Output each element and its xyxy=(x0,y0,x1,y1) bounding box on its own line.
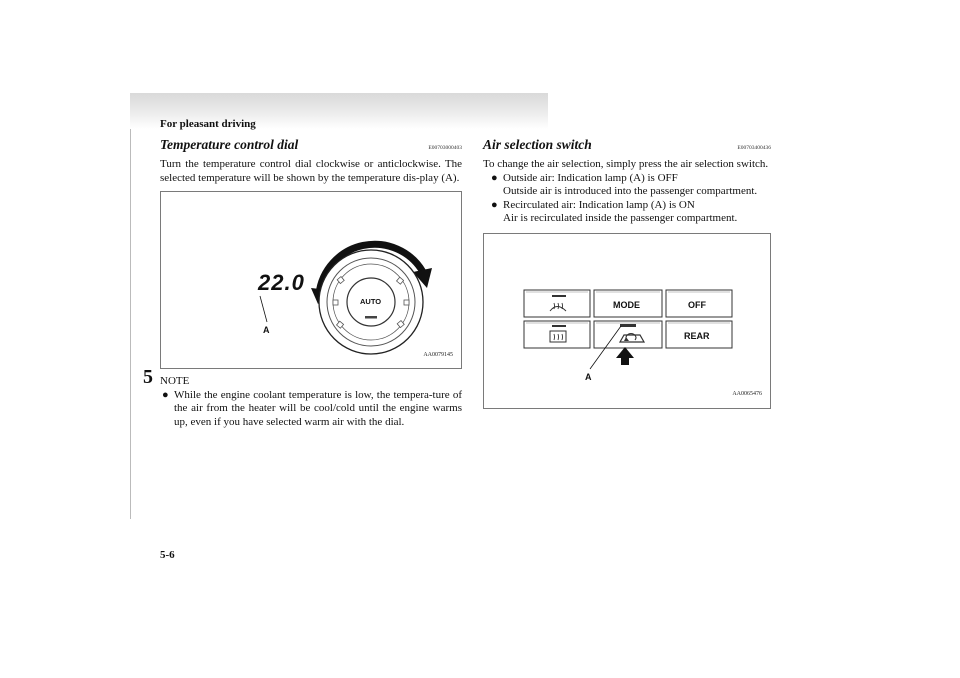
air-selection-section xyxy=(483,138,771,409)
temperature-dial-illustration xyxy=(161,192,461,368)
bullet-icon: ● xyxy=(491,171,498,184)
temperature-dial-section xyxy=(160,138,462,429)
callout-label: A xyxy=(585,371,592,382)
page-number: 5-6 xyxy=(160,549,175,561)
air-selection-paragraph: To change the air selection, simply press the air selection switch. xyxy=(483,158,769,170)
list-item-title: Recirculated air: Indication lamp (A) is ON xyxy=(503,198,695,211)
rear-label: REAR xyxy=(684,330,710,341)
temperature-dial-figure xyxy=(160,191,462,369)
list-item-outside-air xyxy=(483,172,771,199)
heading-row xyxy=(160,138,462,157)
air-selection-figure xyxy=(483,233,771,409)
list-item-detail: Outside air is introduced into the passenger compartment. xyxy=(503,185,758,197)
callout-line xyxy=(260,296,267,322)
section-code: E00703000403 xyxy=(428,145,462,151)
list-item-title: Outside air: Indication lamp (A) is OFF xyxy=(503,171,678,184)
callout-label: A xyxy=(263,325,270,335)
temperature-dial-paragraph: Turn the temperature control dial clockwise or anticlockwise. The selected temperature will be shown by the temperature dis-play (A). xyxy=(160,158,462,184)
push-arrow-icon xyxy=(616,347,634,365)
auto-label: AUTO xyxy=(360,297,382,306)
control-panel-illustration xyxy=(484,234,770,408)
bullet-icon: ● xyxy=(491,198,498,211)
section-header: For pleasant driving xyxy=(160,118,256,130)
auto-indicator xyxy=(365,316,377,319)
air-selection-heading: Air selection switch xyxy=(483,137,592,152)
heading-row xyxy=(483,138,771,157)
note-title: NOTE xyxy=(160,375,190,387)
front-defroster-button xyxy=(524,290,590,317)
section-code: E00703400436 xyxy=(737,145,771,151)
chapter-tab: 5 xyxy=(143,366,153,388)
list-item-recirculated-air xyxy=(483,199,771,226)
note-bullet xyxy=(160,389,462,430)
bullet-icon: ● xyxy=(162,388,169,401)
figure-id: AA0065476 xyxy=(732,391,762,397)
mode-label: MODE xyxy=(613,299,640,310)
temperature-dial-heading: Temperature control dial xyxy=(160,137,299,152)
temperature-display: 22.0 xyxy=(258,270,305,295)
list-item-detail: Air is recirculated inside the passenger compartment. xyxy=(503,212,738,224)
side-rule xyxy=(130,129,131,519)
figure-id: AA0079145 xyxy=(423,351,453,358)
off-label: OFF xyxy=(688,299,706,310)
indication-lamp xyxy=(620,324,636,327)
note-text: While the engine coolant temperature is low, the tempera-ture of the air from the heater will be cool/cold until the engine warms up, even if you have selected warm air with the dial. xyxy=(174,388,462,428)
